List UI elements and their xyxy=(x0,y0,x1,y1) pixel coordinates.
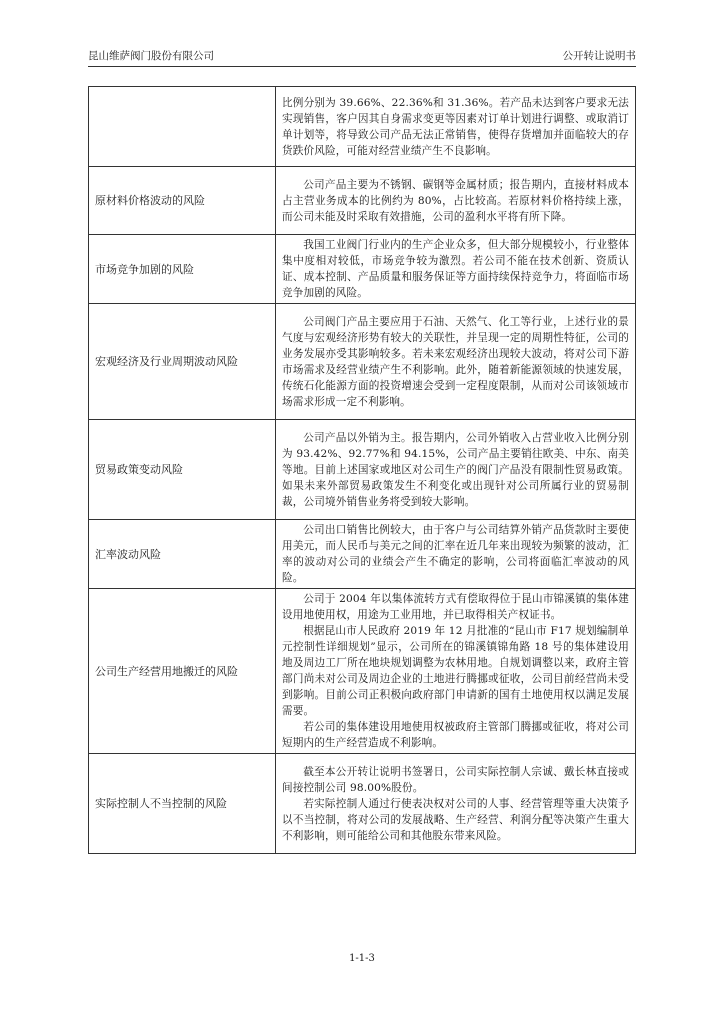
risk-description-cell xyxy=(276,520,636,589)
risk-description-cell xyxy=(276,420,636,520)
page-number: 1-1-3 xyxy=(349,953,375,964)
risk-name-cell: 原材料价格波动的风险 xyxy=(89,167,276,235)
risk-paragraph: 截至本公开转让说明书签署日，公司实际控制人宗诚、戴长林直接或间接控制公司 98.00%股份。 xyxy=(282,765,629,794)
table-row xyxy=(89,167,636,235)
risk-paragraph: 公司出口销售比例较大，由于客户与公司结算外销产品货款时主要使用美元，而人民币与美元之间的汇率在近几年来出现较为频繁的波动，汇率的波动对公司的业绩会产生不确定的影响，公司将面临汇率波动的风险。 xyxy=(282,524,629,584)
table-row xyxy=(89,754,636,854)
table-row xyxy=(89,520,636,589)
table-row xyxy=(89,235,636,304)
risk-name-cell: 市场竞争加剧的风险 xyxy=(89,235,276,304)
page-header xyxy=(88,46,636,67)
risk-name-cell xyxy=(89,87,276,167)
risk-name-cell: 汇率波动风险 xyxy=(89,520,276,589)
risk-paragraph: 我国工业阀门行业内的生产企业众多，但大部分规模较小，行业整体集中度相对较低，市场竞争较为激烈。若公司不能在技术创新、资质认证、成本控制、产品质量和服务保证等方面持续保持竞争力，将面临市场竞争加剧的风险。 xyxy=(282,239,629,299)
risk-paragraph: 公司阀门产品主要应用于石油、天然气、化工等行业，上述行业的景气度与宏观经济形势有较大的关联性，并呈现一定的周期性特征，公司的业务发展亦受其影响较多。若未来宏观经济出现较大波动，将对公司下游市场需求及经营业绩产生不利影响。此外，随着新能源领域的快速发展，传统石化能源方面的投资增速会受到一定程度限制，从而对公司该领域市场需求形成一定不利影响。 xyxy=(282,315,629,408)
risk-description-cell xyxy=(276,304,636,420)
risk-paragraph: 公司于 2004 年以集体流转方式有偿取得位于昆山市锦溪镇的集体建设用地使用权，用途为工业用地，并已取得相关产权证书。 xyxy=(282,593,629,621)
risk-description-cell xyxy=(276,167,636,235)
table-row xyxy=(89,420,636,520)
header-company-name: 昆山维萨阀门股份有限公司 xyxy=(88,50,214,62)
risk-paragraph: 若公司的集体建设用地使用权被政府主管部门腾挪或征收，将对公司短期内的生产经营造成不利影响。 xyxy=(282,721,629,749)
table-row xyxy=(89,589,636,754)
risk-paragraph: 公司产品主要为不锈钢、碳钢等金属材质；报告期内，直接材料成本占主营业务成本的比例约为 80%，占比较高。若原材料价格持续上涨，而公司未能及时采取有效措施，公司的盈利水平将有所下降。 xyxy=(282,178,629,223)
risk-paragraph: 公司产品以外销为主。报告期内，公司外销收入占营业收入比例分别为 93.42%、92.77%和 94.15%，公司产品主要销往欧美、中东、南美等地。目前上述国家或地区对公司生产的阀门产品没有限制性贸易政策。如果未来外部贸易政策发生不利变化或出现针对公司所属行业的贸易制裁，公司境外销售业务将受到较大影响。 xyxy=(282,431,629,508)
risk-name-cell: 贸易政策变动风险 xyxy=(89,420,276,520)
risk-factors-table xyxy=(88,86,636,854)
risk-description-cell xyxy=(276,589,636,754)
risk-description-cell xyxy=(276,235,636,304)
risk-name-cell: 实际控制人不当控制的风险 xyxy=(89,754,276,854)
header-document-title: 公开转让说明书 xyxy=(562,50,636,62)
table-row xyxy=(89,87,636,167)
risk-name-cell: 宏观经济及行业周期波动风险 xyxy=(89,304,276,420)
risk-description-cell xyxy=(276,87,636,167)
risk-paragraph: 比例分别为 39.66%、22.36%和 31.36%。若产品未达到客户要求无法实现销售，客户因其自身需求变更等因素对订单计划进行调整、或取消订单计划等，将导致公司产品无法正常销售，使得存货增加并面临较大的存货跌价风险，可能对经营业绩产生不良影响。 xyxy=(282,96,629,157)
risk-description-cell xyxy=(276,754,636,854)
table-row xyxy=(89,304,636,420)
risk-paragraph: 若实际控制人通过行使表决权对公司的人事、经营管理等重大决策予以不当控制，将对公司的发展战略、生产经营、利润分配等决策产生重大不利影响，则可能给公司和其他股东带来风险。 xyxy=(282,797,629,842)
risk-name-cell: 公司生产经营用地搬迁的风险 xyxy=(89,589,276,754)
risk-paragraph: 根据昆山市人民政府 2019 年 12 月批准的“昆山市 F17 规划编制单元控制性详细规划”显示，公司所在的锦溪镇锦角路 18 号的集体建设用地及周边工厂所在地块规划调整为农林用地。自规划调整以来，政府主管部门尚未对公司及周边企业的土地进行腾挪或征收，公司目前经营尚未受到影响。目前公司正积极向政府部门申请新的国有土地使用权以满足发展需要。 xyxy=(282,625,629,717)
